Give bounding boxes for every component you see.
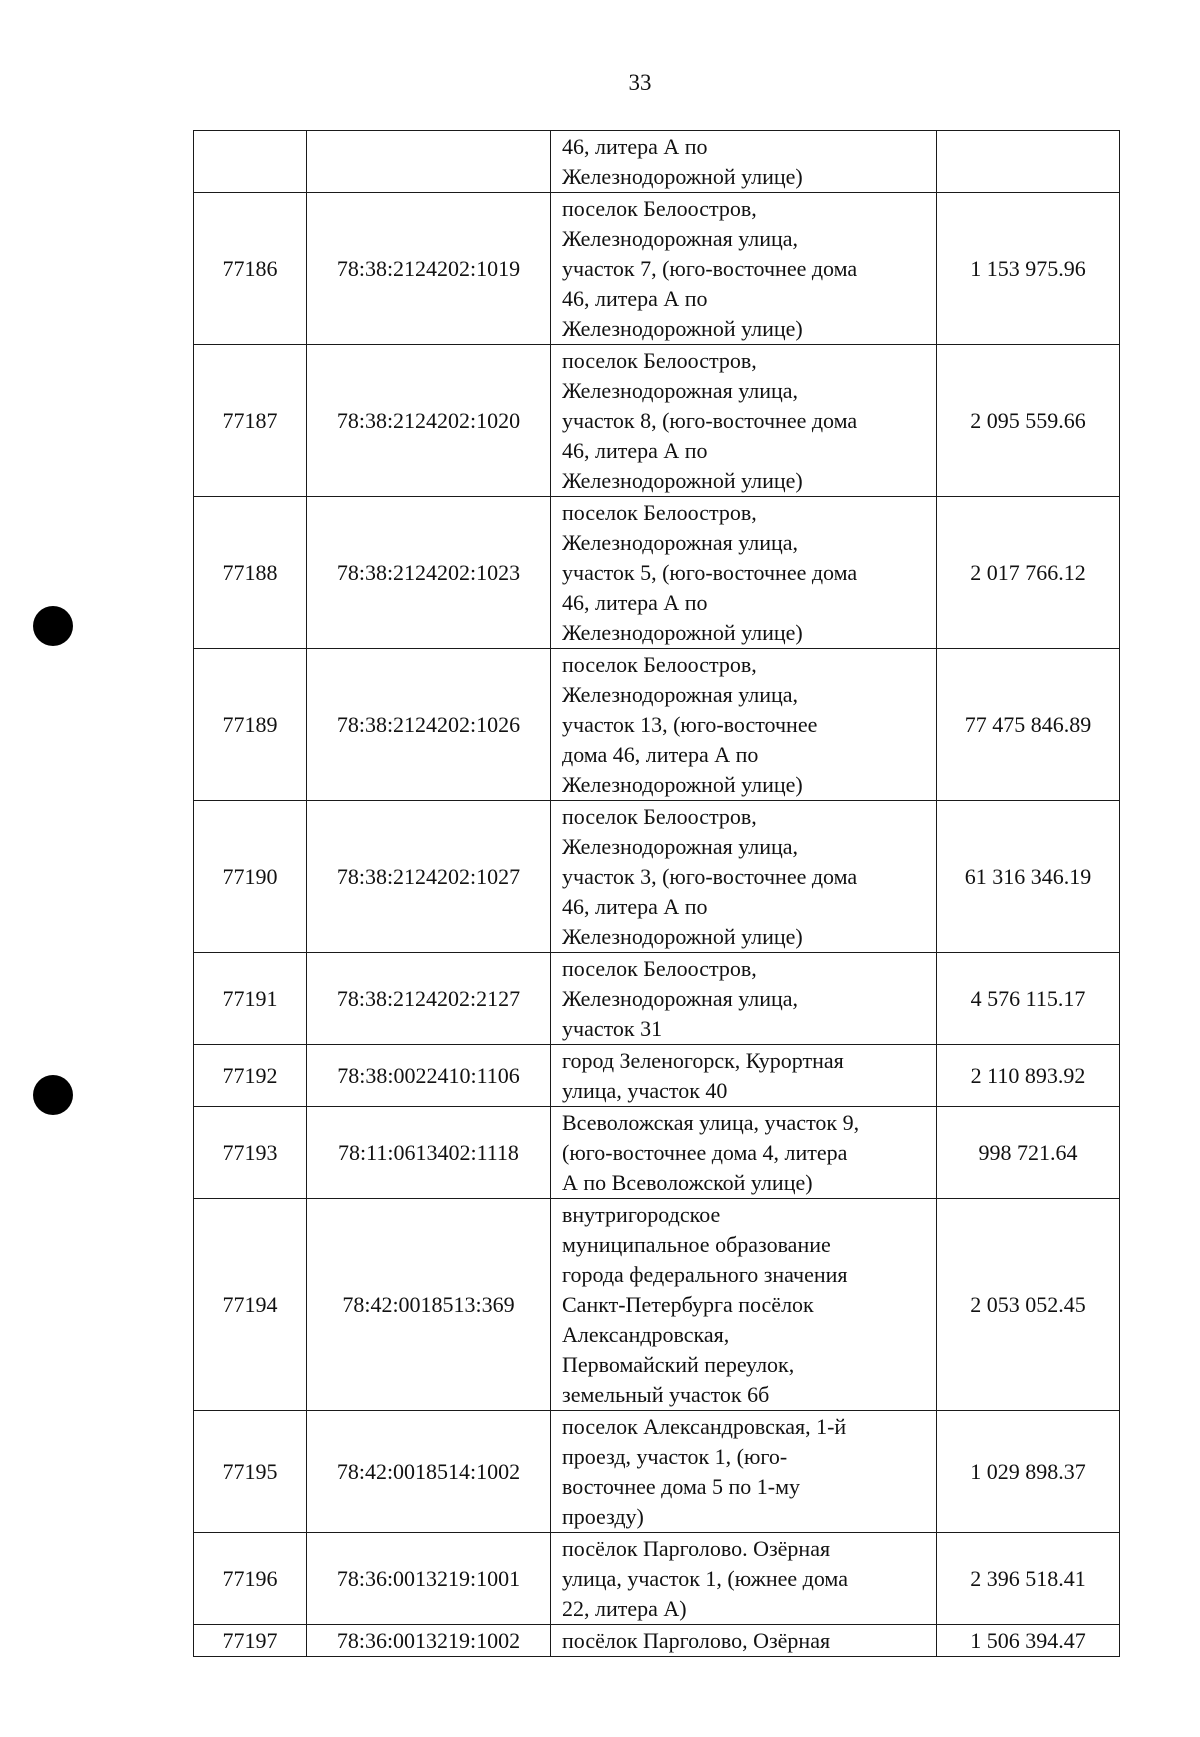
address-line: поселок Александровская, 1-й — [562, 1413, 847, 1439]
cadastral-number-cell: 78:11:0613402:1118 — [307, 1107, 551, 1199]
address-line: участок 31 — [562, 1015, 663, 1041]
address-cell — [551, 193, 937, 345]
address-line: дома 46, литера А по — [562, 741, 759, 767]
address-line: проезду) — [562, 1503, 644, 1529]
table-row — [194, 649, 1120, 801]
address-line: (юго-восточнее дома 4, литера — [562, 1139, 848, 1165]
address-line: улица, участок 40 — [562, 1077, 728, 1103]
address-cell — [551, 1625, 937, 1657]
address-line: города федерального значения — [562, 1261, 848, 1287]
address-line: поселок Белоостров, — [562, 955, 757, 981]
punch-hole-mark — [33, 606, 73, 646]
cadastral-number-cell: 78:36:0013219:1002 — [307, 1625, 551, 1657]
address-line: улица, участок 1, (южнее дома — [562, 1565, 848, 1591]
table-row — [194, 1045, 1120, 1107]
table-row — [194, 953, 1120, 1045]
address-line: 46, литера А по — [562, 893, 708, 919]
record-number-cell: 77186 — [194, 193, 307, 345]
address-line: поселок Белоостров, — [562, 499, 757, 525]
cadastral-value-cell: 998 721.64 — [937, 1107, 1120, 1199]
record-number-cell: 77197 — [194, 1625, 307, 1657]
address-line: Железнодорожной улице) — [562, 163, 803, 189]
address-line: внутригородское — [562, 1201, 721, 1227]
address-line: 46, литера А по — [562, 285, 708, 311]
record-number-cell — [194, 131, 307, 193]
cadastral-number-cell: 78:42:0018513:369 — [307, 1199, 551, 1411]
address-line: проезд, участок 1, (юго- — [562, 1443, 788, 1469]
table-row — [194, 1625, 1120, 1657]
page-number: 33 — [628, 70, 652, 95]
cadastral-value-cell: 2 110 893.92 — [937, 1045, 1120, 1107]
table-row — [194, 1411, 1120, 1533]
land-plot-registry-table — [193, 130, 1120, 1657]
address-line: А по Всеволожской улице) — [562, 1169, 813, 1195]
address-line: Всеволожская улица, участок 9, — [562, 1109, 860, 1135]
table-row — [194, 497, 1120, 649]
address-cell — [551, 953, 937, 1045]
address-line: участок 8, (юго-восточнее дома — [562, 407, 858, 433]
table-row — [194, 1107, 1120, 1199]
cadastral-number-cell: 78:38:2124202:1026 — [307, 649, 551, 801]
record-number-cell: 77194 — [194, 1199, 307, 1411]
cadastral-number-cell — [307, 131, 551, 193]
address-line: участок 5, (юго-восточнее дома — [562, 559, 858, 585]
cadastral-value-cell: 2 053 052.45 — [937, 1199, 1120, 1411]
address-line: посёлок Парголово. Озёрная — [562, 1535, 831, 1561]
record-number-cell: 77195 — [194, 1411, 307, 1533]
cadastral-value-cell: 2 396 518.41 — [937, 1533, 1120, 1625]
record-number-cell: 77189 — [194, 649, 307, 801]
cadastral-number-cell: 78:36:0013219:1001 — [307, 1533, 551, 1625]
cadastral-value-cell: 1 506 394.47 — [937, 1625, 1120, 1657]
address-line: Железнодорожная улица, — [562, 225, 799, 251]
cadastral-number-cell: 78:38:2124202:1023 — [307, 497, 551, 649]
cadastral-value-cell: 4 576 115.17 — [937, 953, 1120, 1045]
address-cell — [551, 1045, 937, 1107]
address-line: Железнодорожная улица, — [562, 681, 799, 707]
address-line: 46, литера А по — [562, 133, 708, 159]
cadastral-number-cell: 78:38:2124202:1020 — [307, 345, 551, 497]
record-number-cell: 77192 — [194, 1045, 307, 1107]
cadastral-number-cell: 78:42:0018514:1002 — [307, 1411, 551, 1533]
address-line: Железнодорожной улице) — [562, 771, 803, 797]
address-cell — [551, 1533, 937, 1625]
address-line: участок 3, (юго-восточнее дома — [562, 863, 858, 889]
cadastral-value-cell: 2 095 559.66 — [937, 345, 1120, 497]
cadastral-value-cell — [937, 131, 1120, 193]
registry-table-body — [194, 131, 1120, 1657]
cadastral-number-cell: 78:38:2124202:1027 — [307, 801, 551, 953]
cadastral-number-cell: 78:38:0022410:1106 — [307, 1045, 551, 1107]
address-line: Первомайский переулок, — [562, 1351, 795, 1377]
address-line: Железнодорожной улице) — [562, 467, 803, 493]
table-row — [194, 193, 1120, 345]
table-row — [194, 801, 1120, 953]
cadastral-value-cell: 1 153 975.96 — [937, 193, 1120, 345]
address-line: Железнодорожной улице) — [562, 923, 803, 949]
record-number-cell: 77193 — [194, 1107, 307, 1199]
address-line: участок 13, (юго-восточнее — [562, 711, 818, 737]
cadastral-number-cell: 78:38:2124202:2127 — [307, 953, 551, 1045]
table-row — [194, 1199, 1120, 1411]
record-number-cell: 77191 — [194, 953, 307, 1045]
address-cell — [551, 1411, 937, 1533]
punch-hole-mark — [33, 1075, 73, 1115]
address-line: 22, литера А) — [562, 1595, 687, 1621]
address-line: Александровская, — [562, 1321, 730, 1347]
cadastral-value-cell: 2 017 766.12 — [937, 497, 1120, 649]
address-cell — [551, 1107, 937, 1199]
address-line: Железнодорожная улица, — [562, 377, 799, 403]
cadastral-value-cell: 61 316 346.19 — [937, 801, 1120, 953]
address-line: муниципальное образование — [562, 1231, 831, 1257]
address-line: посёлок Парголово, Озёрная — [562, 1627, 831, 1653]
address-line: поселок Белоостров, — [562, 347, 757, 373]
address-line: 46, литера А по — [562, 437, 708, 463]
address-line: 46, литера А по — [562, 589, 708, 615]
address-line: участок 7, (юго-восточнее дома — [562, 255, 858, 281]
table-row — [194, 1533, 1120, 1625]
address-line: земельный участок 6б — [562, 1381, 770, 1407]
address-line: Железнодорожной улице) — [562, 619, 803, 645]
address-cell — [551, 649, 937, 801]
cadastral-number-cell: 78:38:2124202:1019 — [307, 193, 551, 345]
address-cell — [551, 1199, 937, 1411]
table-row — [194, 345, 1120, 497]
address-line: Железнодорожная улица, — [562, 529, 799, 555]
address-line: Санкт-Петербурга посёлок — [562, 1291, 814, 1317]
record-number-cell: 77187 — [194, 345, 307, 497]
address-cell — [551, 801, 937, 953]
address-line: восточнее дома 5 по 1-му — [562, 1473, 801, 1499]
table-row — [194, 131, 1120, 193]
address-line: Железнодорожной улице) — [562, 315, 803, 341]
cadastral-value-cell: 1 029 898.37 — [937, 1411, 1120, 1533]
record-number-cell: 77196 — [194, 1533, 307, 1625]
record-number-cell: 77188 — [194, 497, 307, 649]
address-cell — [551, 131, 937, 193]
address-line: Железнодорожная улица, — [562, 833, 799, 859]
address-line: поселок Белоостров, — [562, 803, 757, 829]
address-line: Железнодорожная улица, — [562, 985, 799, 1011]
record-number-cell: 77190 — [194, 801, 307, 953]
address-cell — [551, 345, 937, 497]
cadastral-value-cell: 77 475 846.89 — [937, 649, 1120, 801]
address-line: поселок Белоостров, — [562, 651, 757, 677]
address-line: поселок Белоостров, — [562, 195, 757, 221]
address-cell — [551, 497, 937, 649]
address-line: город Зеленогорск, Курортная — [562, 1047, 844, 1073]
